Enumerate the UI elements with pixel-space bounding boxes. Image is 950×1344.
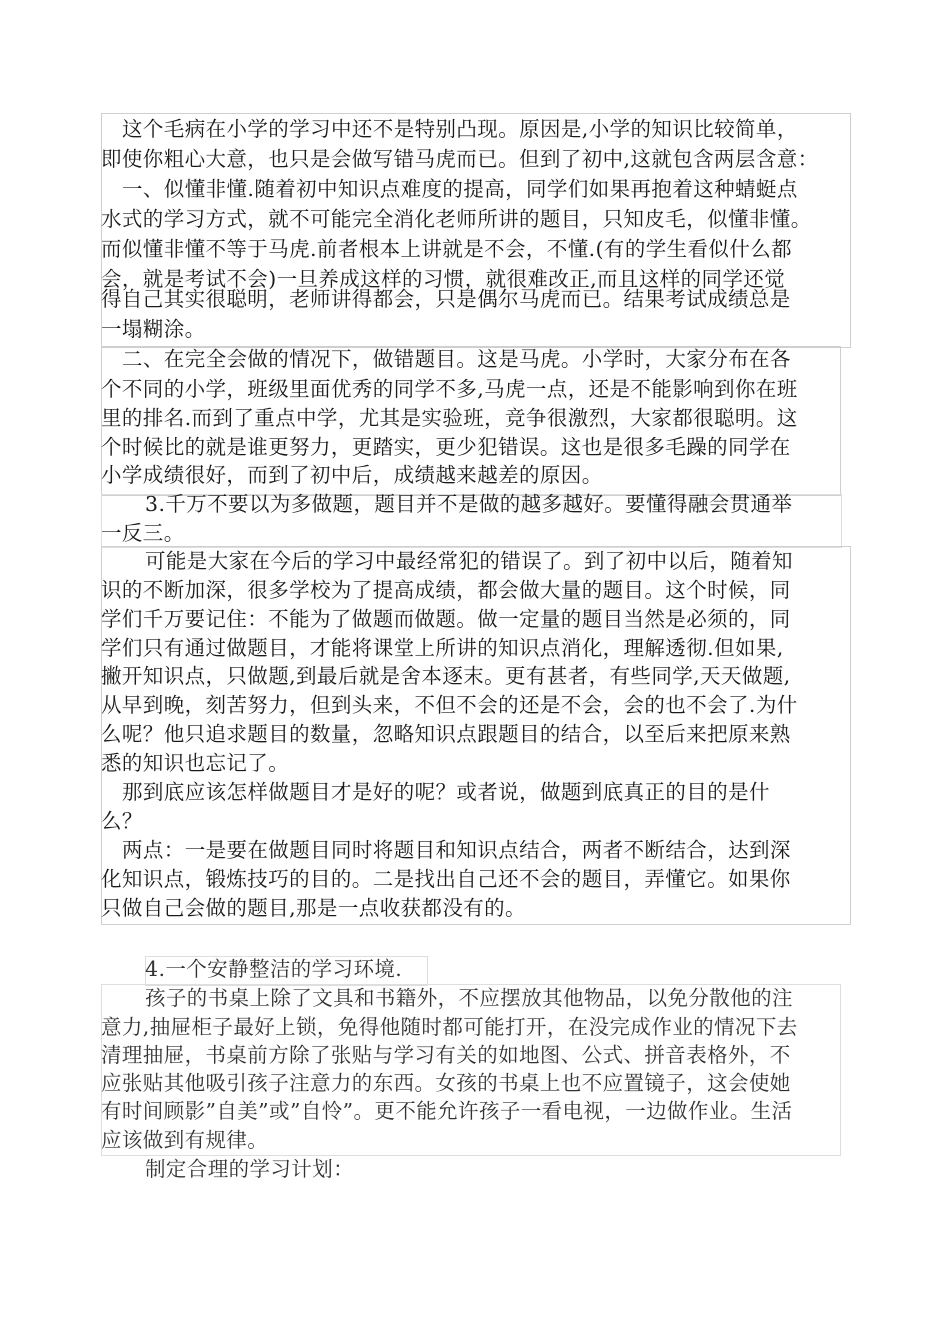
paragraph-2-line-6: 一塌糊涂。: [101, 317, 206, 341]
paragraph-3-line-1: 二、在完全会做的情况下，做错题目。这是马虎。小学时，大家分布在各: [122, 347, 791, 371]
paragraph-2-line-4: 会，就是考试不会)一旦养成这样的习惯，就很难改正,而且这样的同学还觉: [101, 267, 786, 291]
paragraph-3-line-3: 里的排名.而到了重点中学，尤其是实验班，竞争很激烈，大家都很聪明。这: [101, 406, 798, 430]
paragraph-5-line-8: 悉的知识也忘记了。: [101, 751, 290, 775]
paragraph-7-line-1: 两点：一是要在做题目同时将题目和知识点结合，两者不断结合，达到深: [122, 838, 791, 862]
paragraph-9-line-2: 意力,抽屉柜子最好上锁，免得他随时都可能打开，在没完成作业的情况下去: [101, 1015, 798, 1039]
paragraph-7-line-2: 化知识点，锻炼技巧的目的。二是找出自己还不会的题目，弄懂它。如果你: [101, 867, 791, 891]
paragraph-5-line-5: 撇开知识点，只做题,到最后就是舍本逐末。更有甚者，有些同学,天天做题,: [101, 664, 791, 688]
paragraph-4-line-1: 3.千万不要以为多做题，题目并不是做的越多越好。要懂得融会贯通举: [145, 492, 793, 516]
paragraph-1-line-1: 这个毛病在小学的学习中还不是特别凸现。原因是,小学的知识比较简单，: [122, 117, 798, 141]
paragraph-4-line-2: 一反三。: [101, 521, 185, 545]
section-heading-4: 4.一个安静整洁的学习环境.: [145, 957, 403, 981]
paragraph-5-line-6: 从早到晚，刻苦努力，但到头来，不但不会的还是不会，会的也不会了.为什: [101, 693, 798, 717]
paragraph-2-line-2: 水式的学习方式，就不可能完全消化老师所讲的题目，只知皮毛，似懂非懂。: [101, 207, 812, 231]
paragraph-5-line-1: 可能是大家在今后的学习中最经常犯的错误了。到了初中以后，随着知: [145, 549, 793, 573]
paragraph-2-line-1: 一、似懂非懂.随着初中知识点难度的提高，同学们如果再抱着这种蜻蜓点: [122, 177, 798, 201]
paragraph-9-line-6: 应该做到有规律。: [101, 1128, 269, 1152]
paragraph-5-line-3: 学们千万要记住：不能为了做题而做题。做一定量的题目当然是必须的，同: [101, 607, 791, 631]
paragraph-5-line-4: 学们只有通过做题目，才能将课堂上所讲的知识点消化，理解透彻.但如果,: [101, 636, 784, 660]
paragraph-7-line-3: 只做自己会做的题目,那是一点收获都没有的。: [101, 896, 526, 920]
paragraph-3-line-5: 小学成绩很好，而到了初中后，成绩越来越差的原因。: [101, 463, 603, 487]
paragraph-5-line-7: 么呢？他只追求题目的数量，忽略知识点跟题目的结合，以至后来把原来熟: [101, 722, 791, 746]
paragraph-5-line-2: 识的不断加深，很多学校为了提高成绩，都会做大量的题目。这个时候，同: [101, 578, 791, 602]
paragraph-2-line-5: 得自己其实很聪明，老师讲得都会，只是偶尔马虎而已。结果考试成绩总是: [101, 287, 791, 311]
paragraph-3-line-4: 个时候比的就是谁更努力，更踏实，更少犯错误。这也是很多毛躁的同学在: [101, 435, 791, 459]
paragraph-9-line-4: 应张贴其他吸引孩子注意力的东西。女孩的书桌上也不应置镜子，这会使她: [101, 1071, 791, 1095]
paragraph-6-line-2: 么？: [101, 809, 143, 833]
paragraph-9-line-5: 有时间顾影”自美”或”自怜”。更不能允许孩子一看电视，一边做作业。生活: [101, 1099, 793, 1123]
paragraph-9-line-3: 清理抽屉，书桌前方除了张贴与学习有关的如地图、公式、拼音表格外，不: [101, 1043, 791, 1067]
paragraph-2-line-3: 而似懂非懂不等于马虎.前者根本上讲就是不会，不懂.(有的学生看似什么都: [101, 237, 793, 261]
paragraph-9-line-1: 孩子的书桌上除了文具和书籍外，不应摆放其他物品，以免分散他的注: [145, 986, 793, 1010]
paragraph-1-line-2: 即使你粗心大意，也只是会做写错马虎而已。但到了初中,这就包含两层含意：: [101, 147, 819, 171]
paragraph-6-line-1: 那到底应该怎样做题目才是好的呢？或者说，做题到底真正的目的是什: [122, 780, 770, 804]
paragraph-3-line-2: 个不同的小学，班级里面优秀的同学不多,马虎一点，还是不能影响到你在班: [101, 377, 798, 401]
paragraph-10-line-1: 制定合理的学习计划：: [145, 1157, 354, 1181]
